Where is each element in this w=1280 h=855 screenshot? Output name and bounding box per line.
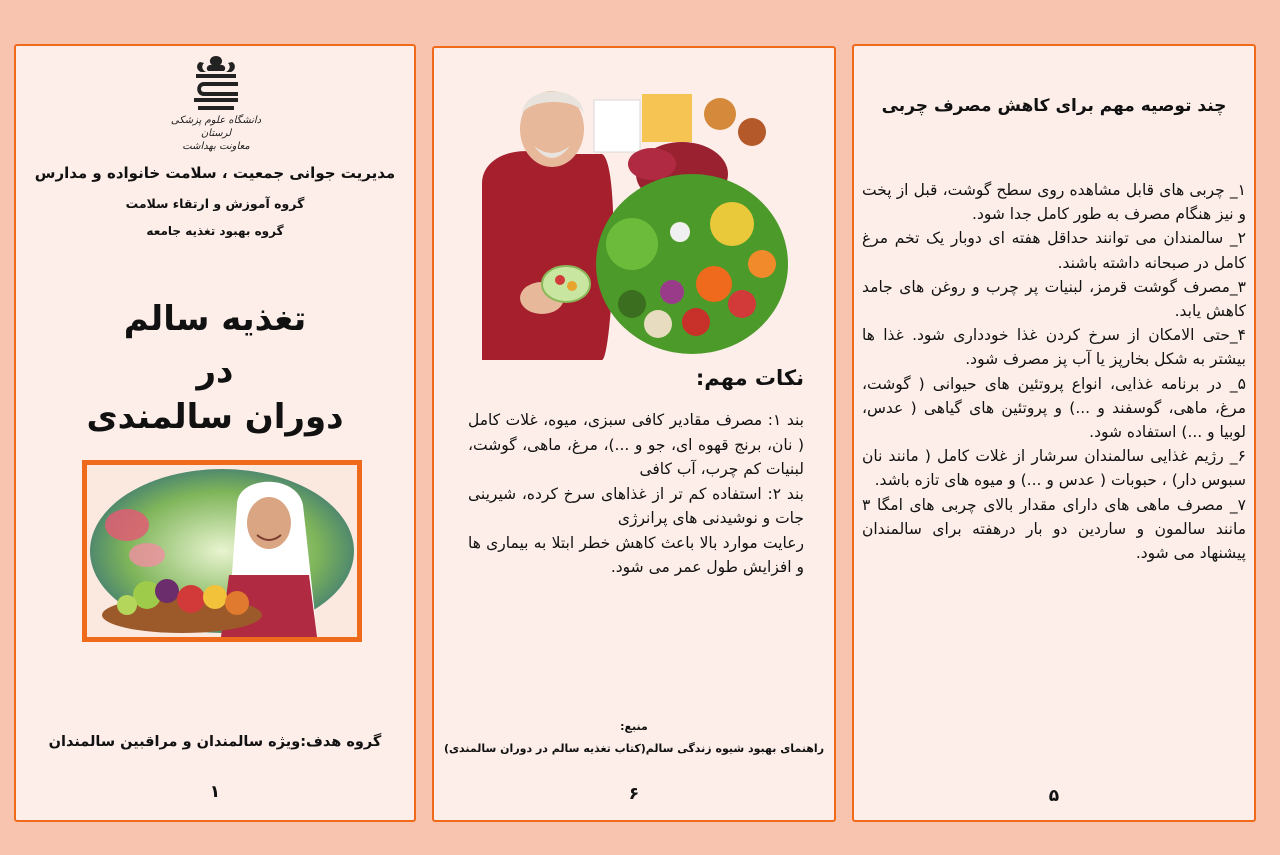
recommendation-5: ۵_ در برنامه غذایی، انواع پروتئین های حیوانی ( گوشت، مرغ، ماهی، گوسفند و ...) و پروتئین های گیاهی ( عدس، لوبیا و ...) استفاده شود. — [862, 374, 1246, 442]
recommendation-3: ۳_مصرف گوشت قرمز، لبنیات پر چرب و روغن های جامد کاهش یابد. — [862, 277, 1246, 321]
university-name: دانشگاه علوم پزشکی لرستان معاونت بهداشت — [170, 115, 262, 152]
note-3: رعایت موارد بالا باعث کاهش خطر ابتلا به بیماری ها و افزایش طول عمر می شود. — [468, 533, 804, 576]
page-number: ۵ — [1048, 786, 1060, 806]
notes-body — [468, 408, 804, 580]
elderly-woman-photo — [82, 460, 362, 642]
notes-heading: نکات مهم: — [695, 366, 804, 390]
elderly-woman-image — [87, 465, 357, 637]
page-number: ۶ — [628, 784, 640, 804]
target-group: گروه هدف:ویژه سالمندان و مراقبین سالمندان — [48, 734, 382, 750]
recommendation-4: ۴_حتی الامکان از سرخ کردن غذا خودداری شود. غذا ها بیشتر به شکل بخارپز یا آب پز مصرف شود. — [862, 326, 1246, 369]
elderly-man-food-image — [482, 74, 792, 360]
note-2: بند ۲: استفاده کم تر از غذاهای سرخ کرده، شیرینی جات و نوشیدنی های پرانرژی — [468, 484, 804, 527]
source-text: راهنمای بهبود شیوه زندگی سالم(کتاب تغذیه سالم در دوران سالمندی) — [443, 742, 825, 755]
recommendation-7: ۷_ مصرف ماهی های دارای مقدار بالای چربی های امگا ۳ مانند سالمون و ساردین دو بار درهفته برای سالمندان پیشنهاد می شود. — [862, 495, 1246, 563]
org-line-2: گروه آموزش و ارتقاء سلامت — [125, 196, 305, 211]
org-line-3: گروه بهبود تغذیه جامعه — [146, 224, 284, 238]
notes-panel — [432, 46, 836, 822]
recommendation-2: ۲_ سالمندان می توانند حداقل هفته ای دوبار یک تخم مرغ کامل در صبحانه داشته باشند. — [862, 229, 1246, 272]
note-1: بند ۱: مصرف مقادیر کافی سبزی، میوه، غلات کامل ( نان، برنج قهوه ای، جو و ...)، مرغ، ماهی، گوشت، لبنیات کم چرب، آب کافی — [468, 411, 804, 478]
source-heading: منبع: — [620, 720, 648, 733]
cover-panel — [14, 44, 416, 822]
org-line-1: مدیریت جوانی جمعیت ، سلامت خانواده و مدارس — [34, 164, 396, 182]
recommendations-panel — [852, 44, 1256, 822]
title-line-2: در — [196, 351, 234, 391]
recommendation-6: ۶_ رژیم غذایی سالمندان سرشار از غلات کامل ( مانند نان سبوس دار) ، حبوبات ( عدس و ...) و میوه های تازه باشد. — [862, 447, 1246, 490]
page-number: ۱ — [209, 782, 221, 802]
recommendations-list — [862, 178, 1246, 565]
university-logo-icon — [186, 52, 246, 114]
title-line-3: دوران سالمندی — [86, 397, 344, 437]
recommendations-heading: چند توصیه مهم برای کاهش مصرف چربی — [881, 96, 1227, 116]
recommendation-1: ۱_ چربی های قابل مشاهده روی سطح گوشت، قبل از پخت و نیز هنگام مصرف به طور کامل جدا شود. — [862, 181, 1246, 224]
title-line-1: تغذیه سالم — [123, 299, 307, 339]
